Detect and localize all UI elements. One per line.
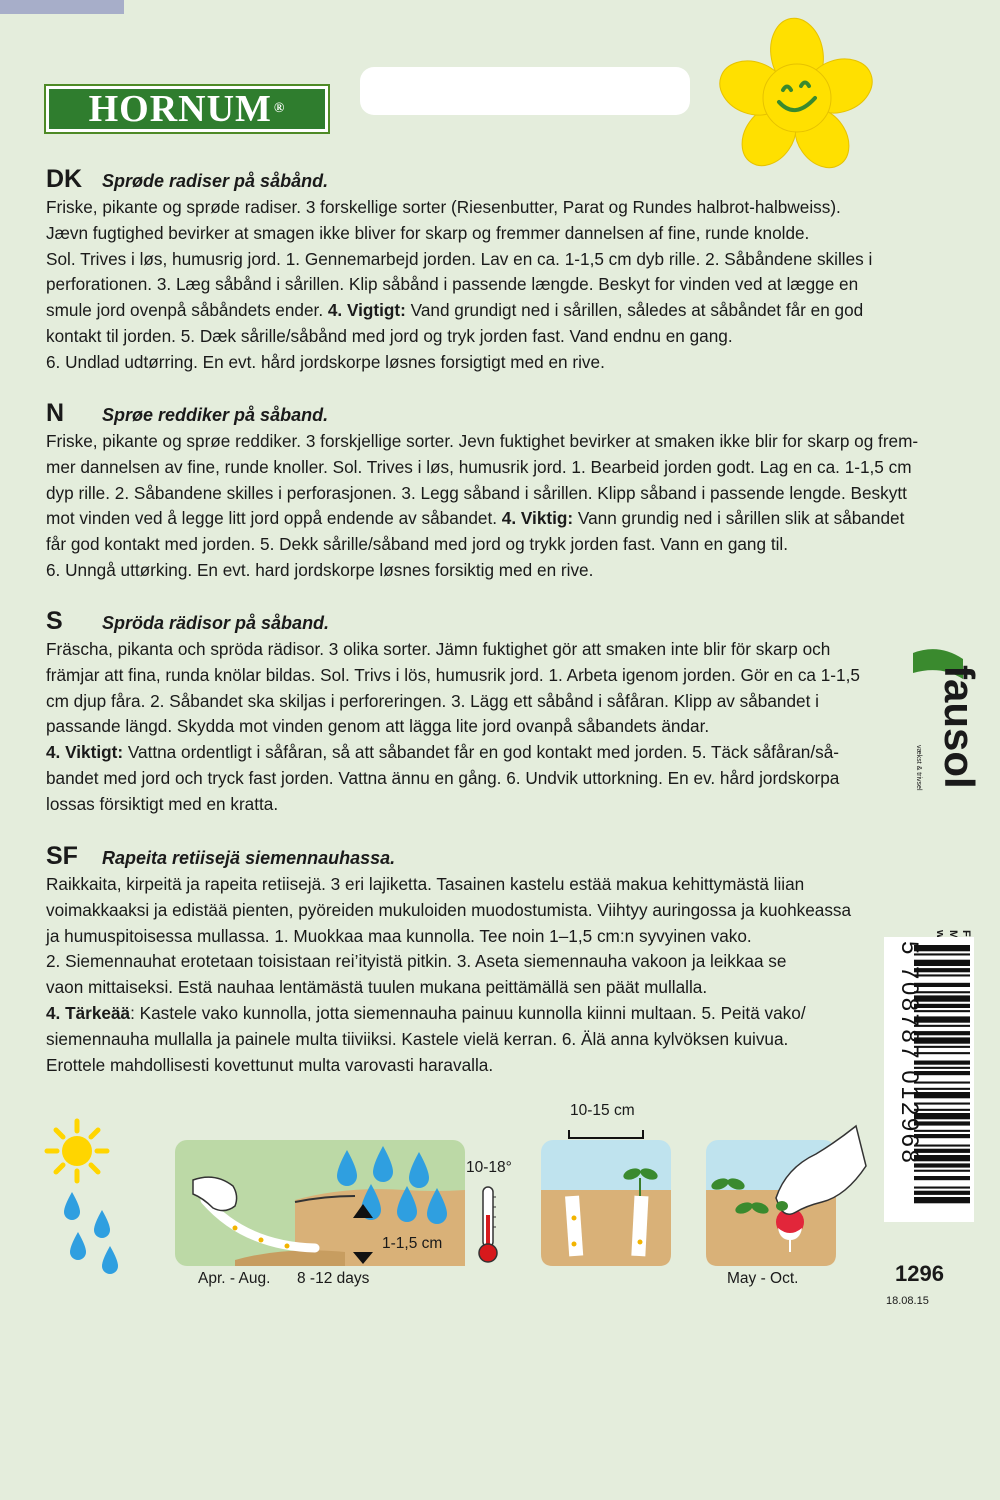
section-text: [46, 195, 926, 376]
barcode-number: 5 708787 012968: [896, 941, 923, 1166]
hornum-logo: [44, 84, 330, 134]
print-date: 18.08.15: [886, 1295, 929, 1307]
spacing-illustration: [541, 1124, 671, 1266]
section-dk: [46, 165, 926, 376]
top-tab-strip: [0, 0, 124, 14]
section-n: [46, 399, 926, 584]
smiling-flower-icon: [717, 16, 877, 176]
section-title: Sprøe reddiker på såband.: [102, 405, 329, 425]
section-intro: Friske, pikante og sprøe reddiker. 3 forskjellige sorter. Jevn fuktighet bevirker at smaken ikke blir for skarp og frem- mer dannelsen av fine, runde knoller. Sol. Trives i løs, humusrik jord. 1. Bearbeid jorden godt. Lag en ca. 1-1,5 cm dyp rille. 2. Såbandene skilles i perforasjonen. 3. Legg såband i sårillen. Klipp såband i passende lengde. Beskytt mot vinden ved å legge litt jord oppå endende av såbandet.: [46, 431, 919, 529]
water-drops-icon: [58, 1188, 128, 1280]
sowing-period: Apr. - Aug.: [198, 1270, 271, 1287]
section-rest: : Kastele vako kunnolla, jotta siemennauha painuu kunnolla kiinni multaan. 5. Peitä vako/ siemennauha mullalla ja painele multa tiiviiksi. Kastele vielä kerran. 6. Älä anna kylvöksen kuivua. Erottele mahdollisesti kovettunut multa varovasti haravalla.: [46, 1002, 806, 1075]
barcode-bar: [914, 1197, 970, 1203]
language-code: S: [46, 607, 63, 635]
barcode: [884, 937, 974, 1222]
barcode-bar: [914, 1176, 970, 1180]
section-intro: Friske, pikante og sprøde radiser. 3 forskellige sorter (Riesenbutter, Parat og Rundes halbrot-halbweiss). Jævn fugtighed bevirker at smagen ikke bliver for skarp og fremmer dannelsen af fine, runde knolde. Sol. Trives i løs, humusrig jord. 1. Gennemarbejd jorden. Lav en ca. 1-1,5 cm dyb rille. 2. Såbåndene skilles i perforationen. 3. Læg såbånd i sårillen. Klip såbånd i passende længde. Beskyt for vinden ved at lægge en smule jord ovenpå såbåndets ender.: [46, 197, 873, 321]
registered-mark: ®: [273, 101, 286, 116]
thermometer-icon: [476, 1185, 500, 1265]
language-code: N: [46, 399, 65, 427]
fausol-tagline: vækst & trivsel: [915, 745, 922, 791]
section-title: Sprøde radiser på såbånd.: [102, 171, 329, 191]
temperature-label: 10-18°: [466, 1159, 512, 1176]
section-s: [46, 607, 926, 818]
important-label: 4. Vigtigt:: [327, 300, 406, 321]
section-title: Rapeita retiisejä siemennauhassa.: [102, 848, 396, 868]
language-code: DK: [46, 165, 83, 193]
harvest-illustration: [706, 1124, 866, 1266]
section-title: Spröda rädisor på såband.: [102, 613, 330, 633]
fausol-logo: [905, 645, 983, 925]
fausol-wordmark: fausol: [936, 665, 983, 789]
section-rest: Vattna ordentligt i såfåran, så att såbandet får en god kontakt med jorden. 5. Täck såfåran/så- bandet med jord och tryck fast jorden. Vattna ännu en gång. 6. Undvik uttorkning. En ev. hård jordskorpa lossas försiktigt med en kratta.: [46, 742, 840, 814]
barcode-bar: [914, 1170, 970, 1172]
section-sf: [46, 842, 926, 1078]
spacing-label: 10-15 cm: [570, 1102, 635, 1119]
barcode-bar: [914, 1191, 970, 1195]
section-rest: Vann grundig ned i sårillen slik at såbandet får god kontakt med jorden. 5. Dekk sårille/såband med jord og trykk jorden fast. Vann en gang til. 6. Unngå uttørking. En evt. hard jordskorpe løsnes forsiktig med en rive.: [46, 508, 905, 580]
section-rest: Vand grundigt ned i sårillen, således at såbåndet får en god kontakt til jorden. 5. Dæk sårille/såbånd med jord og tryk jorden fast. Vand endnu en gang. 6. Undlad udtørring. En evt. hård jordskorpe løsnes forsigtigt med en rive.: [46, 300, 864, 372]
language-code: SF: [46, 842, 78, 870]
brand-name: HORNUM: [88, 88, 272, 130]
harvest-period: May - Oct.: [727, 1270, 799, 1287]
section-text: [46, 872, 926, 1078]
section-intro: Raikkaita, kirpeitä ja rapeita retiisejä. 3 eri lajiketta. Tasainen kastelu estää makua kehittymästä liian voimakkaaksi ja edistää pienten, pyöreiden mukuloiden muodostumista. Viihtyy auringossa ja kuohkeassa ja humuspitoisessa mullassa. 1. Muokkaa maa kunnolla. Tee noin 1–1,5 cm:n syvyinen vako. 2. Siemennauhat erotetaan toisistaan rei’ityistä pitkin. 3. Aseta siemennauha vakoon ja leikkaa se vaon mittaiseksi. Estä nauhaa lentämästä tuulen mukana peittämällä sen päät mullalla.: [46, 874, 852, 998]
depth-label: 1-1,5 cm: [382, 1235, 443, 1252]
blank-label-area: [360, 67, 690, 115]
important-label: 4. Viktig:: [501, 508, 574, 529]
important-label: 4. Tärkeää: [46, 1002, 131, 1023]
important-label: 4. Viktigt:: [46, 742, 124, 763]
section-intro: Fräscha, pikanta och spröda rädisor. 3 olika sorter. Jämn fuktighet gör att smaken inte blir för skarp och främjar att fina, runda knölar bildas. Sol. Trivs i lös, humusrik jord. 1. Arbeta igenom jorden. Gör en ca 1-1,5 cm djup fåra. 2. Såbandet ska skiljas i perforeringen. 3. Lägg ett såbånd i såfåran. Klipp av såbandet i passande längd. Skydda mot vinden genom att lägga lite jord ovanpå såbandets ändar.: [46, 639, 860, 737]
sun-icon: [44, 1118, 110, 1184]
item-number: 1296: [895, 1261, 944, 1286]
section-text: [46, 637, 926, 818]
section-text: [46, 429, 926, 584]
barcode-bar: [914, 1187, 970, 1189]
germination-time: 8 -12 days: [297, 1270, 370, 1287]
